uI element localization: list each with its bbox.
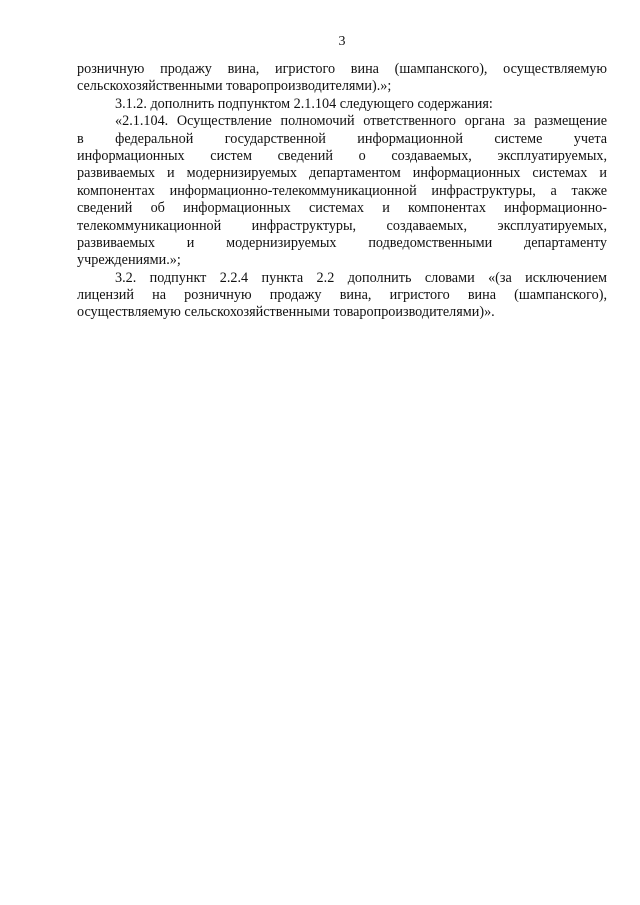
body-line: сведений об информационных системах и компонентах информационно- xyxy=(77,200,607,217)
body-line: осуществляемую сельскохозяйственными товаропроизводителями)». xyxy=(77,304,495,321)
body-line: учреждениями.»; xyxy=(77,252,181,269)
body-line: лицензий на розничную продажу вина, игристого вина (шампанского), xyxy=(77,287,607,304)
body-line: информационных систем сведений о создаваемых, эксплуатируемых, xyxy=(77,147,607,164)
body-line: развиваемых и модернизируемых подведомственными департаменту xyxy=(77,234,607,251)
body-line: в федеральной государственной информационной системе учета xyxy=(77,130,607,147)
body-line: развиваемых и модернизируемых департаментом информационных системах и xyxy=(77,165,607,182)
page-number: 3 xyxy=(338,34,346,49)
body-line: сельскохозяйственными товаропроизводителями).»; xyxy=(77,78,392,95)
body-line: телекоммуникационной инфраструктуры, создаваемых, эксплуатируемых, xyxy=(77,217,607,234)
paragraph-2-1-104-first-line: «2.1.104. Осуществление полномочий ответственного органа за размещение xyxy=(115,113,607,130)
paragraph-3-2-first-line: 3.2. подпункт 2.2.4 пункта 2.2 дополнить словами «(за исключением xyxy=(115,269,607,286)
document-body xyxy=(77,61,607,322)
body-line: розничную продажу вина, игристого вина (шампанского), осуществляемую xyxy=(77,61,607,77)
paragraph-3-1-2: 3.1.2. дополнить подпунктом 2.1.104 следующего содержания: xyxy=(115,95,493,112)
body-line: компонентах информационно-телекоммуникационной инфраструктуры, а также xyxy=(77,182,607,199)
